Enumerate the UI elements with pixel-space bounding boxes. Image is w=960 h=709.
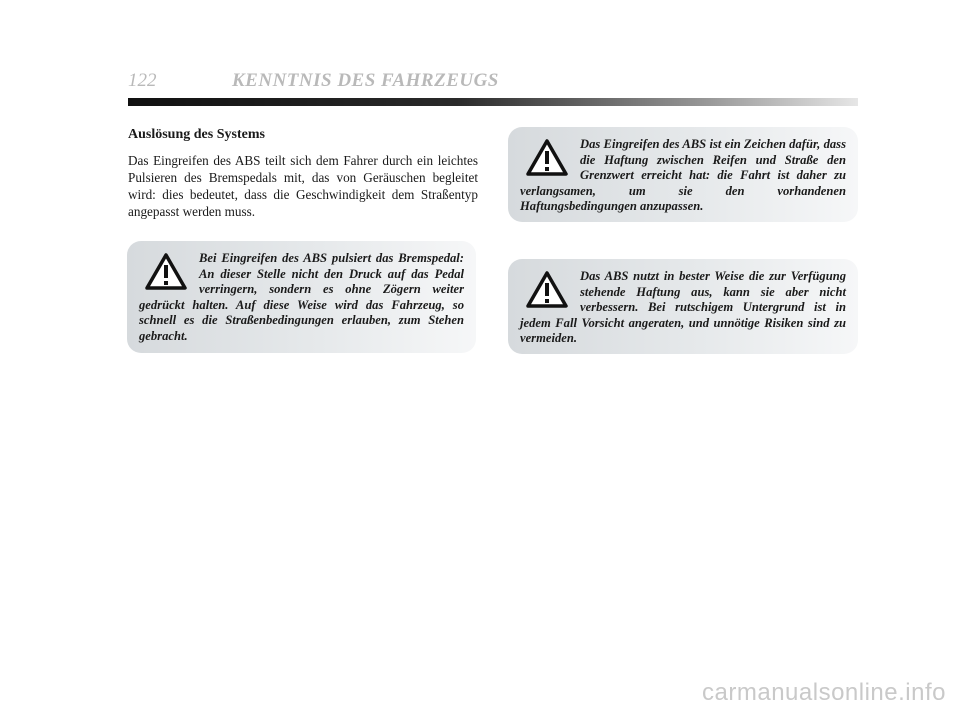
section-title: Auslösung des Systems	[128, 127, 265, 142]
warning-text-2: Das Eingreifen des ABS ist ein Zeichen dafür, dass die Haftung zwischen Reifen und Straße den Grenzwert erreicht hat: die Fahrt ist daher zu verlangsamen, um sie den vorhandenen Haftungsbedingungen anzupassen.	[520, 137, 846, 213]
warning-text-1: Bei Eingreifen des ABS pulsiert das Bremspedal: An dieser Stelle nicht den Druck auf das Pedal verringern, sondern es ohne Zögern weiter gedrückt halten. Auf diese Weise wird das Fahrzeug, so schnell es die Straßenbedingungen erlauben, zum Stehen gebracht.	[139, 251, 464, 343]
warning-triangle-icon	[526, 271, 568, 309]
warning-triangle-icon	[145, 253, 187, 291]
header-rule	[128, 98, 858, 106]
warning-box-2	[508, 127, 858, 222]
warning-triangle-icon	[526, 139, 568, 177]
warning-box-1	[127, 241, 476, 353]
warning-box-3	[508, 259, 858, 354]
page-number: 122	[128, 70, 157, 91]
watermark: carmanualsonline.info	[702, 679, 946, 706]
section-body: Das Eingreifen des ABS teilt sich dem Fahrer durch ein leichtes Pulsieren des Bremspedals mit, das von Geräuschen begleitet wird: dies bedeutet, dass die Geschwindigkeit dem Straßentyp angepasst werden muss.	[128, 153, 478, 219]
chapter-title: KENNTNIS DES FAHRZEUGS	[232, 70, 499, 91]
warning-text-3: Das ABS nutzt in bester Weise die zur Verfügung stehende Haftung aus, kann sie aber nicht verbessern. Bei rutschigem Untergrund ist in jedem Fall Vorsicht angeraten, und unnötige Risiken sind zu vermeiden.	[520, 269, 846, 345]
